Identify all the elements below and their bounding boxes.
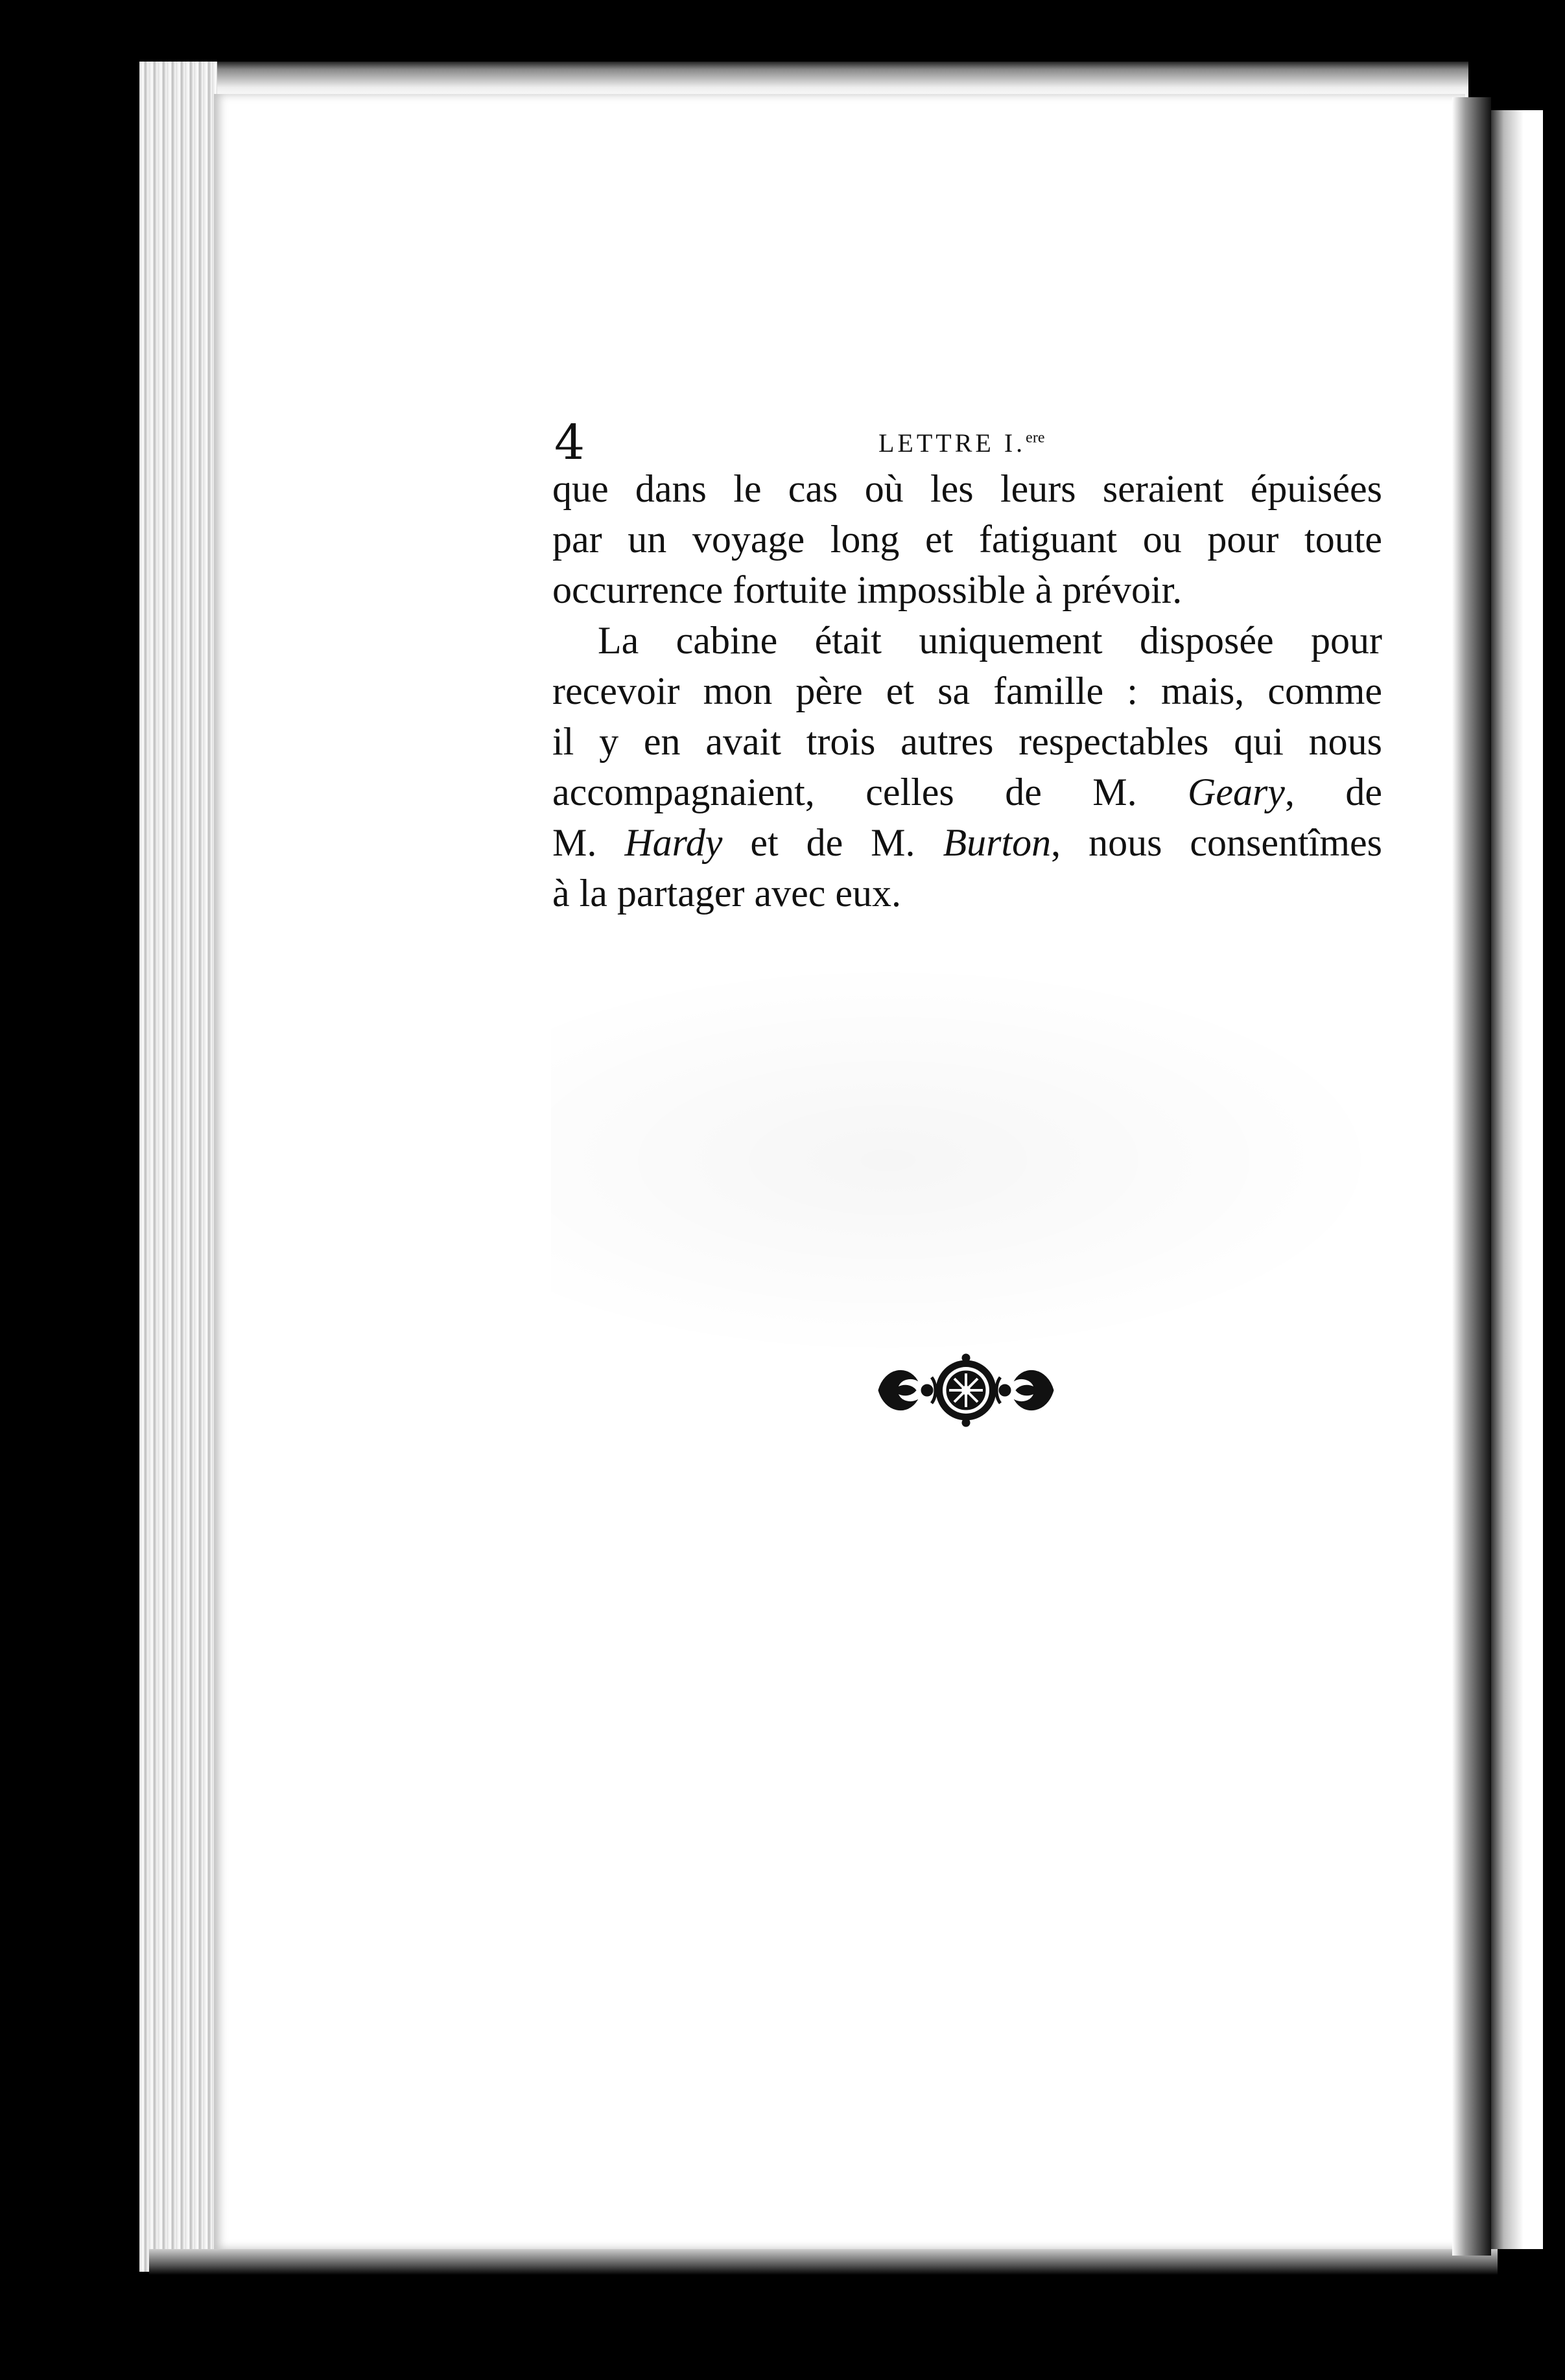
scan-bottom-shadow — [149, 2249, 1498, 2275]
text-line: à la partager avec eux. — [552, 872, 901, 915]
text-line: La cabine était uniquement disposée pour — [598, 619, 1382, 662]
book-gutter — [1452, 97, 1491, 2256]
page-number: 4 — [554, 415, 585, 471]
text-run: M. — [552, 821, 625, 864]
text-run: accompagnaient, celles de M. — [552, 771, 1188, 813]
text-line: que dans le cas où les leurs seraient épuisées — [552, 467, 1382, 510]
running-head-superscript: ere — [1026, 429, 1045, 447]
book-page-edges — [139, 62, 217, 2272]
name-geary: Geary — [1188, 771, 1285, 813]
page-header — [554, 415, 1384, 471]
show-through-smudge — [551, 959, 1394, 1361]
text-line — [552, 817, 1382, 868]
facing-page-edge — [1491, 110, 1543, 2249]
running-head — [878, 428, 1044, 458]
name-hardy: Hardy — [624, 821, 723, 864]
text-run: , de — [1284, 771, 1382, 813]
text-line: occurrence fortuite impossible à prévoir. — [552, 568, 1183, 611]
text-run: et de M. — [722, 821, 943, 864]
text-line: il y en avait trois autres respectables qui nous — [552, 720, 1382, 763]
text-run: , nous consentîmes — [1051, 821, 1383, 864]
text-line — [552, 767, 1382, 817]
running-head-text: LETTRE I. — [878, 428, 1026, 458]
text-line: recevoir mon père et sa famille : mais, comme — [552, 670, 1382, 712]
fleuron-ornament-icon — [872, 1351, 1060, 1429]
text-line: par un voyage long et fatiguant ou pour toute — [552, 518, 1382, 561]
body-text — [552, 463, 1382, 918]
name-burton: Burton — [943, 821, 1052, 864]
